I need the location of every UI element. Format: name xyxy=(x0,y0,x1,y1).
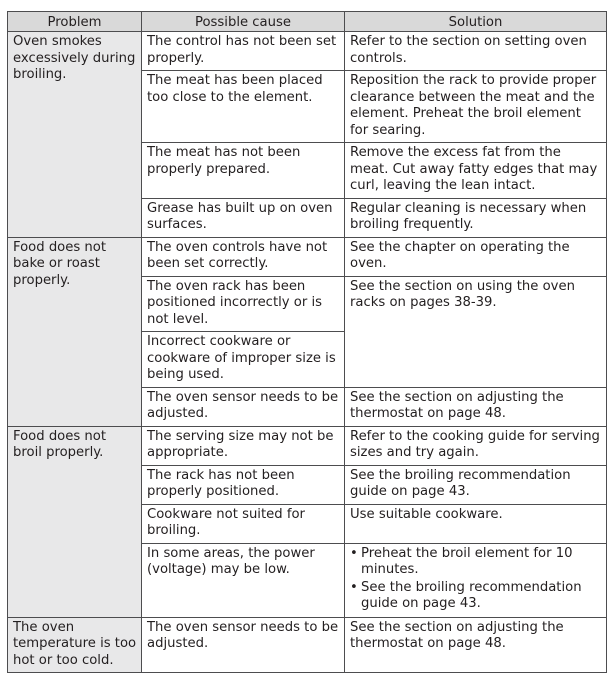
cause-cell: The rack has not been properly positioned. xyxy=(142,465,345,504)
solution-cell: Refer to the section on setting oven controls. xyxy=(345,32,607,71)
table-row xyxy=(8,617,607,673)
problem-cell: Food does not bake or roast properly. xyxy=(8,237,142,426)
problem-cell: Food does not broil properly. xyxy=(8,426,142,617)
cause-cell: The meat has been placed too close to the element. xyxy=(142,71,345,143)
cause-cell: Cookware not suited for broiling. xyxy=(142,504,345,543)
cause-cell: Incorrect cookware or cookware of improper size is being used. xyxy=(142,332,345,388)
solution-cell: See the broiling recommendation guide on page 43. xyxy=(345,465,607,504)
solution-cell: Reposition the rack to provide proper clearance between the meat and the element. Preheat the broil element for searing. xyxy=(345,71,607,143)
solution-cell: See the section on adjusting the thermostat on page 48. xyxy=(345,617,607,673)
problem-cell: Oven smokes excessively during broiling. xyxy=(8,32,142,238)
header-problem: Problem xyxy=(8,12,142,32)
solution-cell: Remove the excess fat from the meat. Cut away fatty edges that may curl, leaving the lean intact. xyxy=(345,143,607,199)
cause-cell: The oven controls have not been set correctly. xyxy=(142,237,345,276)
solution-bullet-list xyxy=(350,546,602,613)
solution-cell xyxy=(345,543,607,617)
cause-cell: The meat has not been properly prepared. xyxy=(142,143,345,199)
cause-cell: In some areas, the power (voltage) may be low. xyxy=(142,543,345,617)
cause-cell: The oven sensor needs to be adjusted. xyxy=(142,387,345,426)
solution-cell: Regular cleaning is necessary when broiling frequently. xyxy=(345,198,607,237)
solution-cell: See the section on adjusting the thermostat on page 48. xyxy=(345,387,607,426)
table-row xyxy=(8,237,607,276)
solution-cell: See the section on using the oven racks on pages 38-39. xyxy=(345,276,607,387)
solution-cell: Refer to the cooking guide for serving sizes and try again. xyxy=(345,426,607,465)
header-row xyxy=(8,12,607,32)
solution-cell: Use suitable cookware. xyxy=(345,504,607,543)
bullet-item: • Preheat the broil element for 10 minutes. xyxy=(350,546,602,579)
cause-cell: The oven rack has been positioned incorrectly or is not level. xyxy=(142,276,345,332)
cause-cell: The oven sensor needs to be adjusted. xyxy=(142,617,345,673)
solution-cell: See the chapter on operating the oven. xyxy=(345,237,607,276)
troubleshooting-table xyxy=(7,11,607,673)
cause-cell: The control has not been set properly. xyxy=(142,32,345,71)
problem-cell: The oven temperature is too hot or too cold. xyxy=(8,617,142,673)
header-solution: Solution xyxy=(345,12,607,32)
cause-cell: Grease has built up on oven surfaces. xyxy=(142,198,345,237)
bullet-item: • See the broiling recommendation guide on page 43. xyxy=(350,580,602,613)
table-row xyxy=(8,426,607,465)
table-row xyxy=(8,32,607,71)
header-possible-cause: Possible cause xyxy=(142,12,345,32)
cause-cell: The serving size may not be appropriate. xyxy=(142,426,345,465)
